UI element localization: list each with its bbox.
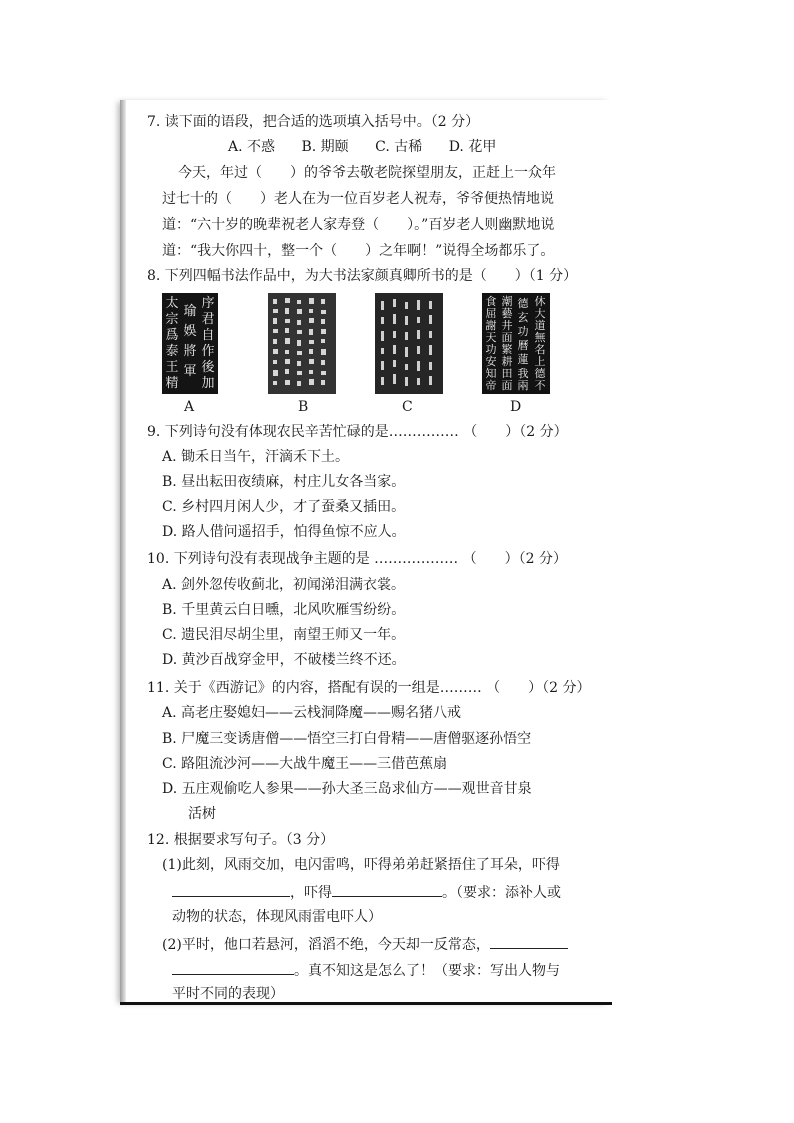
calligraphy-label-a: A (184, 399, 195, 415)
q7-passage-line-4: 道：“我大你四十，整一个（ ）之年啊！”说得全场都乐了。 (162, 243, 555, 259)
calligraphy-d-char: 面 (501, 331, 513, 344)
q9-option-c: C. 乡村四月闲人少，才了蚕桑又插田。 (162, 499, 406, 515)
q9-stem: 9. 下列诗句没有体现农民辛苦忙碌的是…………… （ ）（2 分） (147, 424, 568, 440)
q11-option-b: B. 尸魔三变诱唐僧——悟空三打白骨精——唐僧驱逐孙悟空 (162, 731, 532, 747)
q11-option-a: A. 高老庄娶媳妇——云栈洞降魔——赐名猪八戒 (162, 705, 462, 721)
calligraphy-d-char: 德 (534, 367, 546, 380)
q12-stem: 12. 根据要求写句子。（3 分） (147, 832, 335, 848)
q11-option-c: C. 路阻流沙河——大战牛魔王——三借芭蕉扇 (162, 756, 448, 772)
answer-blank[interactable] (172, 960, 294, 975)
calligraphy-d-char: 不 (534, 379, 546, 392)
calligraphy-d-char: 曆 (517, 339, 529, 352)
calligraphy-a-char: 爲 (165, 328, 179, 343)
answer-blank[interactable] (172, 882, 290, 897)
q7-stem: 7. 读下面的语段，把合适的选项填入括号中。（2 分） (147, 114, 480, 130)
q7-option-d: D. 花甲 (448, 139, 497, 155)
calligraphy-d-char: 道 (534, 319, 546, 332)
q7-option-a: A. 不惑 (228, 139, 276, 155)
q10-option-d: D. 黄沙百战穿金甲，不破楼兰终不还。 (162, 652, 406, 668)
calligraphy-image-b (268, 293, 336, 394)
calligraphy-d-char: 屈 (485, 307, 497, 320)
calligraphy-d-char: 知 (485, 367, 497, 380)
calligraphy-d-char: 耕 (501, 355, 513, 368)
calligraphy-d-char: 德 (517, 297, 529, 310)
calligraphy-d-char: 蓮 (517, 353, 529, 366)
calligraphy-a-char: 軍 (183, 364, 197, 379)
calligraphy-label-b: B (298, 399, 309, 415)
q12-part1-mid-text: ，吓得 (290, 885, 332, 901)
calligraphy-d-char: 田 (501, 367, 513, 380)
q11-option-d-continued: 活树 (188, 806, 216, 822)
calligraphy-d-char: 謝 (485, 319, 497, 332)
calligraphy-a-char: 君 (201, 312, 215, 327)
calligraphy-d-char: 兩 (517, 379, 529, 392)
q12-part2-text: (2)平时，他口若悬河，滔滔不绝，今天却一反常态， (162, 937, 490, 953)
q12-part2-line3: 平时不同的表现） (172, 986, 284, 1002)
q10-option-c: C. 遗民泪尽胡尘里，南望王师又一年。 (162, 627, 406, 643)
q7-option-c: C. 古稀 (375, 139, 423, 155)
calligraphy-d-char: 面 (501, 379, 513, 392)
calligraphy-d-char: 天 (485, 331, 497, 344)
q11-stem: 11. 关于《西游记》的内容，搭配有误的一组是……… （ ）（2 分） (147, 680, 591, 696)
q7-option-b: B. 期颐 (301, 139, 349, 155)
calligraphy-d-char: 井 (501, 319, 513, 332)
q9-option-b: B. 昼出耘田夜绩麻，村庄儿女各当家。 (162, 474, 406, 490)
calligraphy-a-char: 將 (183, 344, 197, 359)
calligraphy-label-d: D (510, 399, 522, 415)
calligraphy-image-d (482, 293, 550, 394)
calligraphy-d-char: 食 (485, 295, 497, 308)
calligraphy-d-char: 安 (485, 355, 497, 368)
calligraphy-image-a (162, 293, 218, 394)
calligraphy-a-char: 太 (165, 296, 179, 311)
calligraphy-d-char: 潮 (501, 295, 513, 308)
calligraphy-a-char: 自 (201, 328, 215, 343)
q12-part2-end-text: 。真不知这是怎么了！（要求：写出人物与 (294, 963, 560, 979)
calligraphy-a-char: 宗 (165, 312, 179, 327)
calligraphy-a-char: 作 (201, 344, 215, 359)
q9-option-d: D. 路人借问遥招手，怕得鱼惊不应人。 (162, 524, 406, 540)
calligraphy-d-char: 功 (517, 325, 529, 338)
calligraphy-d-char: 功 (485, 343, 497, 356)
answer-blank[interactable] (490, 934, 568, 949)
q12-part1-line2 (172, 882, 561, 903)
q7-options (228, 137, 518, 157)
q7-passage-line-1: 今天，年过（ ）的爷爷去敬老院探望朋友，正赶上一众年 (178, 165, 556, 181)
calligraphy-d-char: 休 (534, 295, 546, 308)
calligraphy-a-char: 加 (201, 376, 215, 391)
q12-part2-line2 (172, 960, 560, 981)
q12-part1-line1: (1)此刻，风雨交加，电闪雷鸣，吓得弟弟赶紧捂住了耳朵，吓得 (162, 857, 560, 873)
calligraphy-a-char: 序 (201, 296, 215, 311)
q10-option-b: B. 千里黄云白日曛，北风吹雁雪纷纷。 (162, 602, 406, 618)
calligraphy-d-char: 上 (534, 355, 546, 368)
calligraphy-a-char: 泰 (165, 344, 179, 359)
q12-part1-end-text: 。（要求：添补人或 (442, 885, 561, 901)
q12-part1-line3: 动物的状态，体现风雨雷电吓人） (172, 909, 382, 925)
calligraphy-d-char: 我 (517, 367, 529, 380)
calligraphy-d-char: 無 (534, 331, 546, 344)
calligraphy-image-c (375, 293, 443, 394)
q11-option-d: D. 五庄观偷吃人参果——孙大圣三岛求仙方——观世音甘泉 (162, 781, 532, 797)
q10-option-a: A. 剑外忽传收蓟北，初闻涕泪满衣裳。 (162, 577, 406, 593)
q10-stem: 10. 下列诗句没有表现战争主题的是 ……………… （ ）（2 分） (147, 551, 567, 567)
calligraphy-d-char: 藝 (501, 307, 513, 320)
q8-stem: 8. 下列四幅书法作品中，为大书法家颜真卿所书的是（ ）（1 分） (147, 268, 578, 284)
q9-option-a: A. 锄禾日当午，汗滴禾下土。 (162, 449, 350, 465)
calligraphy-d-char: 大 (534, 307, 546, 320)
calligraphy-d-char: 帝 (485, 379, 497, 392)
answer-blank[interactable] (332, 882, 442, 897)
calligraphy-label-c: C (402, 399, 413, 415)
calligraphy-d-char: 玄 (517, 311, 529, 324)
calligraphy-d-char: 名 (534, 343, 546, 356)
calligraphy-a-char: 瑜 (183, 304, 197, 319)
calligraphy-a-char: 娛 (183, 324, 197, 339)
calligraphy-a-char: 精 (165, 376, 179, 391)
calligraphy-a-char: 王 (165, 360, 179, 375)
q7-passage-line-2: 过七十的（ ）老人在为一位百岁老人祝寿，爷爷便热情地说 (162, 191, 554, 207)
calligraphy-d-char: 繁 (501, 343, 513, 356)
q12-part2-line1 (162, 934, 568, 955)
calligraphy-a-char: 後 (201, 360, 215, 375)
bottom-rule (120, 1002, 612, 1005)
q7-passage-line-3: 道：“六十岁的晚辈祝老人家寿登（ ）。”百岁老人则幽默地说 (162, 217, 555, 233)
